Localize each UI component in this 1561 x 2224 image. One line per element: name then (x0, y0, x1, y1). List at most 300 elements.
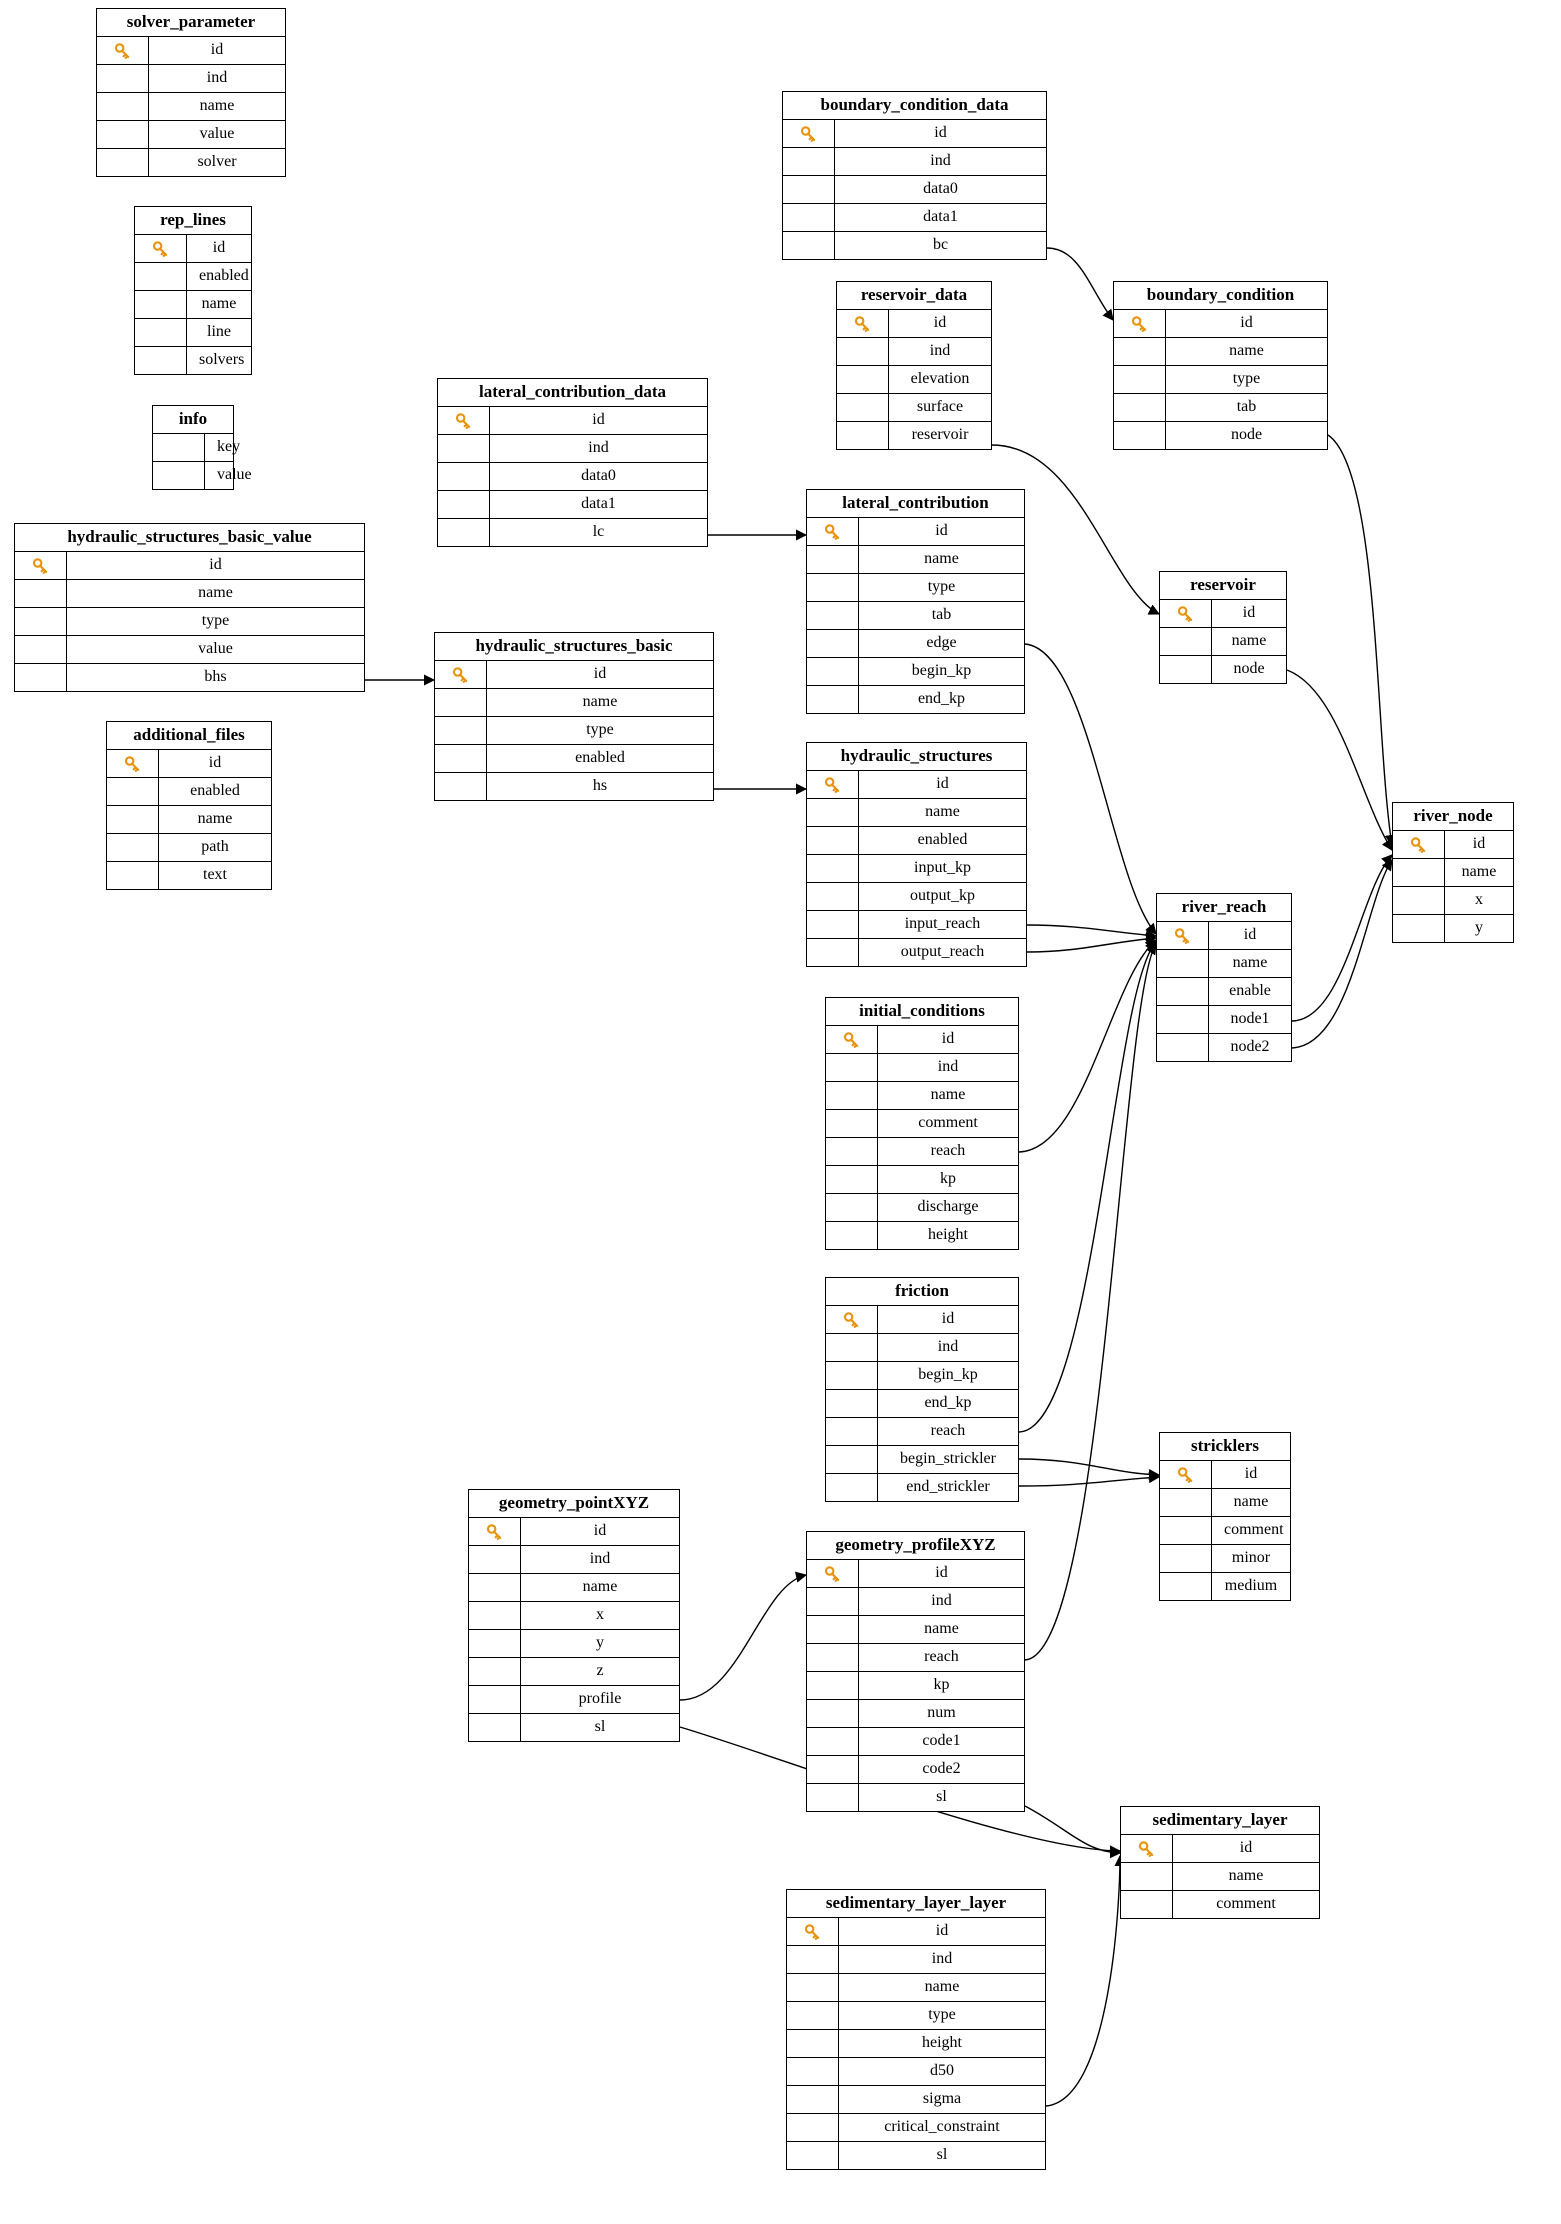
field-key-slot (153, 434, 205, 461)
entity-field-label: type (586, 721, 614, 739)
field-key-slot (107, 778, 159, 805)
entity-field-label: id (936, 775, 949, 793)
entity-field-row[interactable] (787, 2142, 1045, 2169)
entity-field-row[interactable] (15, 636, 364, 664)
entity-field-row[interactable] (1160, 1517, 1290, 1545)
field-key-slot (469, 1714, 521, 1741)
entity-field-row[interactable] (107, 862, 271, 889)
entity-title: river_reach (1157, 894, 1291, 922)
field-key-slot (435, 773, 487, 800)
entity-field-row[interactable] (107, 778, 271, 806)
primary-key-icon (1393, 831, 1445, 858)
field-key-slot (826, 1138, 878, 1165)
field-key-slot (97, 149, 149, 176)
entity-table[interactable] (806, 742, 1027, 967)
field-key-slot (469, 1686, 521, 1713)
entity-table[interactable] (434, 632, 714, 801)
entity-field-label: value (198, 640, 233, 658)
entity-field-label: end_kp (924, 1394, 972, 1412)
entity-field-row[interactable] (1157, 1034, 1291, 1061)
entity-field-row[interactable] (837, 422, 991, 449)
entity-field-label: name (197, 810, 233, 828)
primary-key-icon (1157, 922, 1209, 949)
entity-field-row[interactable] (1121, 1863, 1319, 1891)
entity-title: stricklers (1160, 1433, 1290, 1461)
entity-field-row[interactable] (97, 121, 285, 149)
entity-field-label: x (1475, 891, 1483, 909)
entity-field-row[interactable] (435, 773, 713, 800)
entity-field-row[interactable] (107, 750, 271, 778)
field-key-slot (1393, 915, 1445, 942)
entity-title: boundary_condition (1114, 282, 1327, 310)
entity-field-row[interactable] (15, 608, 364, 636)
entity-field-row[interactable] (787, 2002, 1045, 2030)
field-key-slot (469, 1602, 521, 1629)
entity-table[interactable] (1159, 1432, 1291, 1601)
entity-field-row[interactable] (1114, 366, 1327, 394)
entity-field-row[interactable] (153, 434, 241, 462)
field-key-slot (435, 717, 487, 744)
field-key-slot (107, 862, 159, 889)
entity-table[interactable] (782, 91, 1047, 260)
entity-field-row[interactable] (826, 1474, 1018, 1501)
entity-field-row[interactable] (787, 2058, 1045, 2086)
entity-field-row[interactable] (826, 1390, 1018, 1418)
field-key-slot (807, 1728, 859, 1755)
field-key-slot (807, 1784, 859, 1811)
field-key-slot (807, 658, 859, 685)
primary-key-icon (837, 310, 889, 337)
field-key-slot (438, 435, 490, 462)
entity-field-row[interactable] (1160, 1573, 1290, 1600)
entity-field-row[interactable] (807, 911, 1026, 939)
field-key-slot (135, 291, 187, 318)
field-key-slot (97, 93, 149, 120)
field-key-slot (783, 148, 835, 175)
field-key-slot (837, 338, 889, 365)
field-key-slot (807, 1756, 859, 1783)
entity-field-label: id (208, 754, 222, 772)
field-key-slot (1393, 859, 1445, 886)
entity-field-row[interactable] (826, 1054, 1018, 1082)
entity-field-label: type (1232, 370, 1261, 388)
entity-field-row[interactable] (1121, 1891, 1319, 1918)
entity-field-row[interactable] (1114, 394, 1327, 422)
entity-title: geometry_profileXYZ (807, 1532, 1024, 1560)
entity-title: reservoir (1160, 572, 1286, 600)
entity-field-row[interactable] (15, 552, 364, 580)
entity-field-row[interactable] (807, 1560, 1024, 1588)
field-key-slot (826, 1194, 878, 1221)
entity-field-row[interactable] (15, 580, 364, 608)
field-key-slot (1160, 1573, 1212, 1600)
entity-field-row[interactable] (837, 338, 991, 366)
entity-field-row[interactable] (807, 883, 1026, 911)
field-key-slot (435, 745, 487, 772)
entity-field-label: enabled (199, 267, 249, 285)
entity-field-row[interactable] (135, 235, 251, 263)
entity-field-row[interactable] (826, 1418, 1018, 1446)
entity-field-row[interactable] (438, 519, 707, 546)
entity-table[interactable] (1120, 1806, 1320, 1919)
field-key-slot (1114, 394, 1166, 421)
entity-field-row[interactable] (787, 2114, 1045, 2142)
entity-field-row[interactable] (469, 1630, 679, 1658)
field-key-slot (1157, 1006, 1209, 1033)
entity-field-row[interactable] (826, 1110, 1018, 1138)
entity-field-row[interactable] (783, 176, 1046, 204)
entity-field-row[interactable] (787, 1946, 1045, 1974)
entity-field-label: ind (588, 439, 609, 457)
entity-field-label: id (1240, 314, 1253, 332)
entity-field-row[interactable] (783, 232, 1046, 259)
entity-field-row[interactable] (107, 806, 271, 834)
entity-field-row[interactable] (1393, 859, 1513, 887)
primary-key-icon (15, 552, 67, 579)
entity-field-label: id (934, 124, 947, 142)
entity-field-label: node1 (1230, 1010, 1270, 1028)
entity-table[interactable] (825, 997, 1019, 1250)
field-key-slot (807, 1588, 859, 1615)
entity-field-row[interactable] (787, 1918, 1045, 1946)
entity-field-label: name (1233, 1493, 1269, 1511)
entity-field-label: discharge (917, 1198, 979, 1216)
entity-title: hydraulic_structures_basic_value (15, 524, 364, 552)
field-key-slot (826, 1110, 878, 1137)
entity-field-label: critical_constraint (884, 2118, 1000, 2136)
entity-field-row[interactable] (438, 491, 707, 519)
entity-field-label: name (924, 550, 959, 568)
entity-field-row[interactable] (1160, 600, 1286, 628)
entity-field-row[interactable] (807, 658, 1024, 686)
primary-key-icon (826, 1306, 878, 1333)
primary-key-icon (1160, 600, 1212, 627)
entity-field-row[interactable] (826, 1334, 1018, 1362)
entity-field-label: node2 (1230, 1038, 1270, 1056)
entity-field-row[interactable] (135, 291, 251, 319)
entity-field-row[interactable] (435, 745, 713, 773)
entity-field-row[interactable] (1160, 656, 1286, 683)
entity-title: boundary_condition_data (783, 92, 1046, 120)
field-key-slot (826, 1166, 878, 1193)
entity-field-row[interactable] (837, 394, 991, 422)
entity-field-row[interactable] (1114, 422, 1327, 449)
entity-table[interactable] (106, 721, 272, 890)
field-key-slot (826, 1222, 878, 1249)
entity-field-label: id (1242, 604, 1256, 622)
entity-field-row[interactable] (97, 149, 285, 176)
entity-table[interactable] (806, 1531, 1025, 1812)
entity-field-row[interactable] (826, 1026, 1018, 1054)
entity-field-row[interactable] (435, 689, 713, 717)
field-key-slot (826, 1054, 878, 1081)
entity-field-row[interactable] (107, 834, 271, 862)
entity-field-label: num (927, 1704, 956, 1722)
entity-title: additional_files (107, 722, 271, 750)
field-key-slot (826, 1446, 878, 1473)
entity-field-row[interactable] (826, 1362, 1018, 1390)
entity-field-row[interactable] (1114, 338, 1327, 366)
primary-key-icon (787, 1918, 839, 1945)
entity-field-label: line (207, 323, 231, 341)
entity-field-row[interactable] (783, 204, 1046, 232)
field-key-slot (807, 686, 859, 713)
entity-field-row[interactable] (807, 1700, 1024, 1728)
field-key-slot (15, 580, 67, 607)
entity-field-row[interactable] (826, 1194, 1018, 1222)
entity-field-label: name (1461, 863, 1497, 881)
entity-table[interactable] (825, 1277, 1019, 1502)
entity-field-row[interactable] (1121, 1835, 1319, 1863)
entity-field-label: z (596, 1662, 604, 1680)
entity-field-row[interactable] (1114, 310, 1327, 338)
entity-field-row[interactable] (153, 462, 252, 489)
entity-field-row[interactable] (807, 827, 1026, 855)
entity-field-row[interactable] (826, 1166, 1018, 1194)
entity-field-row[interactable] (807, 855, 1026, 883)
entity-field-row[interactable] (469, 1518, 679, 1546)
entity-field-row[interactable] (1393, 831, 1513, 859)
entity-field-row[interactable] (807, 574, 1024, 602)
entity-field-label: node (1233, 660, 1265, 678)
field-key-slot (826, 1082, 878, 1109)
entity-field-label: ind (937, 1058, 959, 1076)
entity-table[interactable] (806, 489, 1025, 714)
entity-field-row[interactable] (1393, 915, 1513, 942)
entity-field-row[interactable] (837, 310, 991, 338)
field-key-slot (787, 1946, 839, 1973)
entity-field-label: kp (933, 1676, 950, 1694)
entity-field-row[interactable] (1160, 1461, 1290, 1489)
entity-field-label: data1 (581, 495, 616, 513)
entity-field-row[interactable] (135, 319, 251, 347)
entity-field-row[interactable] (807, 939, 1026, 966)
entity-table[interactable] (14, 523, 365, 692)
entity-field-label: ind (931, 1950, 953, 1968)
entity-field-row[interactable] (826, 1306, 1018, 1334)
field-key-slot (1121, 1863, 1173, 1890)
entity-field-row[interactable] (807, 602, 1024, 630)
entity-field-row[interactable] (97, 37, 285, 65)
entity-table[interactable] (468, 1489, 680, 1742)
entity-field-row[interactable] (1157, 1006, 1291, 1034)
entity-field-row[interactable] (787, 2086, 1045, 2114)
entity-field-label: id (593, 665, 607, 683)
entity-field-label: id (592, 411, 605, 429)
entity-field-row[interactable] (435, 661, 713, 689)
field-key-slot (807, 1616, 859, 1643)
entity-field-row[interactable] (826, 1138, 1018, 1166)
entity-field-label: text (203, 866, 227, 884)
entity-table[interactable] (1159, 571, 1287, 684)
entity-field-label: sl (594, 1718, 606, 1736)
entity-table[interactable] (437, 378, 708, 547)
entity-field-label: id (935, 1922, 949, 1940)
entity-field-label: ind (931, 1592, 952, 1610)
entity-field-row[interactable] (787, 1974, 1045, 2002)
entity-field-row[interactable] (807, 1616, 1024, 1644)
entity-field-row[interactable] (807, 799, 1026, 827)
field-key-slot (135, 347, 187, 374)
entity-field-label: sigma (922, 2090, 962, 2108)
entity-field-label: name (924, 1978, 960, 1996)
entity-field-row[interactable] (469, 1686, 679, 1714)
entity-field-label: name (930, 1086, 966, 1104)
entity-field-row[interactable] (807, 1728, 1024, 1756)
entity-field-row[interactable] (807, 1644, 1024, 1672)
entity-field-row[interactable] (807, 1672, 1024, 1700)
entity-title: rep_lines (135, 207, 251, 235)
entity-field-label: reach (930, 1422, 966, 1440)
entity-field-row[interactable] (469, 1658, 679, 1686)
entity-field-row[interactable] (15, 664, 364, 691)
entity-field-row[interactable] (807, 518, 1024, 546)
entity-field-row[interactable] (469, 1574, 679, 1602)
entity-field-row[interactable] (783, 148, 1046, 176)
entity-title: info (153, 406, 233, 434)
entity-field-row[interactable] (469, 1714, 679, 1741)
entity-field-row[interactable] (807, 1588, 1024, 1616)
entity-field-label: node (1230, 426, 1263, 444)
entity-field-label: edge (926, 634, 957, 652)
entity-field-label: lc (592, 523, 605, 541)
entity-table[interactable] (96, 8, 286, 177)
entity-field-label: tab (1236, 398, 1257, 416)
entity-title: hydraulic_structures_basic (435, 633, 713, 661)
entity-field-label: ind (937, 1338, 959, 1356)
field-key-slot (787, 2114, 839, 2141)
entity-field-row[interactable] (1157, 950, 1291, 978)
entity-field-label: ind (206, 69, 228, 87)
field-key-slot (107, 834, 159, 861)
field-key-slot (1160, 1489, 1212, 1516)
entity-field-label: name (582, 693, 618, 711)
field-key-slot (787, 2002, 839, 2029)
entity-field-row[interactable] (807, 1756, 1024, 1784)
field-key-slot (107, 806, 159, 833)
entity-field-label: end_strickler (906, 1478, 990, 1496)
entity-field-label: data1 (923, 208, 958, 226)
entity-field-row[interactable] (826, 1082, 1018, 1110)
entity-field-row[interactable] (135, 347, 251, 374)
entity-table[interactable] (1156, 893, 1292, 1062)
entity-field-row[interactable] (438, 463, 707, 491)
entity-table[interactable] (1113, 281, 1328, 450)
field-key-slot (807, 799, 859, 826)
entity-field-row[interactable] (1160, 1545, 1290, 1573)
entity-field-row[interactable] (435, 717, 713, 745)
entity-field-row[interactable] (1160, 628, 1286, 656)
entity-field-row[interactable] (1393, 887, 1513, 915)
entity-field-label: end_kp (917, 690, 966, 708)
entity-field-label: code1 (922, 1732, 961, 1750)
field-key-slot (469, 1630, 521, 1657)
entity-table[interactable] (836, 281, 992, 450)
entity-field-row[interactable] (787, 2030, 1045, 2058)
entity-field-label: hs (592, 777, 608, 795)
field-key-slot (787, 2058, 839, 2085)
field-key-slot (807, 630, 859, 657)
entity-field-row[interactable] (837, 366, 991, 394)
entity-field-row[interactable] (783, 120, 1046, 148)
entity-field-label: name (1229, 342, 1264, 360)
entity-field-row[interactable] (807, 546, 1024, 574)
entity-field-row[interactable] (469, 1602, 679, 1630)
primary-key-icon (1121, 1835, 1173, 1862)
entity-table[interactable] (134, 206, 252, 375)
entity-field-label: id (1472, 835, 1486, 853)
entity-field-row[interactable] (438, 407, 707, 435)
entity-field-row[interactable] (438, 435, 707, 463)
entity-field-row[interactable] (807, 630, 1024, 658)
entity-field-label: name (582, 1578, 618, 1596)
field-key-slot (97, 121, 149, 148)
primary-key-icon (97, 37, 149, 64)
primary-key-icon (807, 1560, 859, 1587)
entity-field-row[interactable] (1157, 978, 1291, 1006)
entity-title: lateral_contribution (807, 490, 1024, 518)
entity-table[interactable] (786, 1889, 1046, 2170)
field-key-slot (469, 1658, 521, 1685)
field-key-slot (837, 422, 889, 449)
entity-field-label: solvers (199, 351, 245, 369)
field-key-slot (1160, 1517, 1212, 1544)
primary-key-icon (1160, 1461, 1212, 1488)
entity-field-row[interactable] (97, 93, 285, 121)
entity-field-label: kp (940, 1170, 956, 1188)
entity-table[interactable] (152, 405, 252, 490)
entity-field-label: id (209, 556, 222, 574)
entity-field-row[interactable] (97, 65, 285, 93)
entity-field-row[interactable] (807, 1784, 1024, 1811)
entity-field-label: name (198, 584, 233, 602)
entity-field-label: reach (930, 1142, 966, 1160)
entity-title: sedimentary_layer_layer (787, 1890, 1045, 1918)
entity-field-label: y (596, 1634, 604, 1652)
entity-field-label: id (941, 1310, 955, 1328)
entity-field-row[interactable] (135, 263, 251, 291)
field-key-slot (807, 939, 859, 966)
entity-field-label: elevation (910, 370, 970, 388)
field-key-slot (807, 546, 859, 573)
entity-field-label: begin_kp (918, 1366, 978, 1384)
field-key-slot (826, 1334, 878, 1361)
entity-field-label: value (217, 466, 252, 484)
entity-title: reservoir_data (837, 282, 991, 310)
entity-field-label: sl (936, 1788, 947, 1806)
entity-field-label: solver (197, 153, 237, 171)
entity-field-label: value (199, 125, 235, 143)
entity-field-row[interactable] (469, 1546, 679, 1574)
entity-table[interactable] (1392, 802, 1514, 943)
entity-field-row[interactable] (807, 686, 1024, 713)
primary-key-icon (135, 235, 187, 262)
entity-field-label: y (1475, 919, 1483, 937)
entity-field-label: name (201, 295, 237, 313)
entity-field-row[interactable] (807, 771, 1026, 799)
entity-field-label: id (941, 1030, 955, 1048)
entity-field-row[interactable] (1160, 1489, 1290, 1517)
entity-field-row[interactable] (1157, 922, 1291, 950)
entity-field-label: profile (578, 1690, 622, 1708)
field-key-slot (783, 204, 835, 231)
entity-field-row[interactable] (826, 1222, 1018, 1249)
entity-field-label: name (1228, 1867, 1264, 1885)
entity-title: geometry_pointXYZ (469, 1490, 679, 1518)
entity-field-row[interactable] (826, 1446, 1018, 1474)
field-key-slot (787, 2086, 839, 2113)
entity-field-label: type (927, 578, 956, 596)
